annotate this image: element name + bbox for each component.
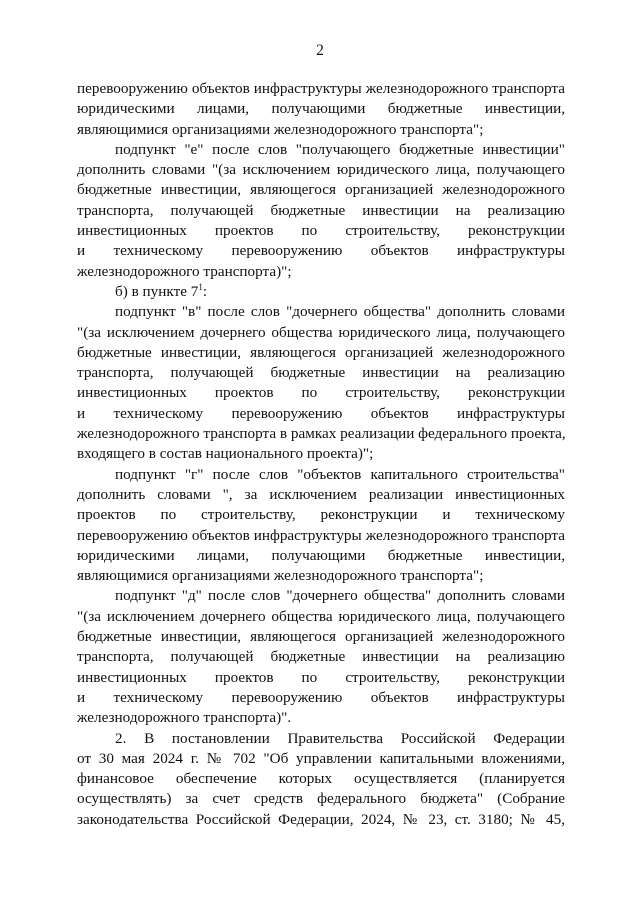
text-line-content: дополнить словами "(за исключением юридического лица, получающего [77,161,565,179]
text-line-content: транспорта, получающей бюджетные инвестиции на реализацию [77,201,565,219]
text-line [77,750,565,770]
text-line [77,80,565,100]
text-line [77,486,565,506]
text-line-content: 2. В постановлении Правительства Российской Федерации [115,729,565,747]
text-line [77,364,565,384]
text-line [77,506,565,526]
text-line [77,202,565,222]
text-line [77,100,565,120]
text-line [77,263,565,283]
text-line-content: перевооружению объектов инфраструктуры железнодорожного транспорта [77,80,565,97]
text-line [77,161,565,181]
text-line [77,141,565,161]
text-line [77,222,565,242]
text-line [77,608,565,628]
text-line-content: подпункт "е" после слов "получающего бюджетные инвестиции" [115,140,565,158]
text-line-content: входящего в состав национального проекта)"; [77,445,374,463]
text-line-content: инвестиционных проектов по строительству, реконструкции [77,222,565,240]
text-line [77,283,565,303]
text-line [77,587,565,607]
text-line-content: дополнить словами ", за исключением реализации инвестиционных [77,485,565,503]
text-line [77,405,565,425]
text-line [77,628,565,648]
text-line-content: от 30 мая 2024 г. № 702 "Об управлении капитальными вложениями, [77,749,565,767]
text-line-content: бюджетные инвестиции, являющегося организацией железнодорожного [77,343,565,361]
document-body [77,80,565,831]
text-line-content: железнодорожного транспорта в рамках реализации федерального проекта, [77,425,566,443]
text-line-content: являющимися организациями железнодорожного транспорта"; [77,567,484,585]
text-line-content: подпункт "г" после слов "объектов капитального строительства" [115,465,565,483]
text-line-content: осуществлять) за счет средств федерального бюджета" (Собрание [77,790,565,808]
text-line-content: подпункт "в" после слов "дочернего общества" дополнить словами [115,303,565,321]
text-line-content: перевооружению объектов инфраструктуры железнодорожного транспорта [77,526,565,544]
text-line [77,242,565,262]
text-line-content: железнодорожного транспорта)". [77,709,292,727]
text-line [77,303,565,323]
text-line [77,466,565,486]
text-line-content: "(за исключением дочернего общества юридического лица, получающего [77,323,565,341]
text-line [77,547,565,567]
page-number: 2 [316,42,324,59]
text-line [77,689,565,709]
superscript: 1 [198,281,203,292]
text-line-content: и техническому перевооружению объектов инфраструктуры [77,404,565,422]
text-line-content: юридическими лицами, получающими бюджетные инвестиции, [77,546,565,564]
text-line-content: являющимися организациями железнодорожного транспорта"; [77,120,484,138]
text-line [77,567,565,587]
text-line-content: транспорта, получающей бюджетные инвестиции на реализацию [77,364,565,382]
text-line-content: подпункт "д" после слов "дочернего общества" дополнить словами [115,587,565,605]
text-line-content: бюджетные инвестиции, являющегося организацией железнодорожного [77,628,565,646]
text-line [77,445,565,465]
text-line-content: юридическими лицами, получающими бюджетные инвестиции, [77,100,565,118]
text-line [77,648,565,668]
text-line-content: транспорта, получающей бюджетные инвестиции на реализацию [77,648,565,666]
text-line [77,730,565,750]
text-line [77,344,565,364]
text-line [77,709,565,729]
text-line-tail: : [202,282,208,300]
text-line [77,811,565,831]
text-line-content: б) в пункте 7 [115,282,199,300]
text-line [77,384,565,404]
text-line [77,121,565,141]
text-line-content: и техническому перевооружению объектов инфраструктуры [77,242,565,260]
text-line-content: "(за исключением дочернего общества юридического лица, получающего [77,607,565,625]
text-line [77,790,565,810]
text-line-content: финансовое обеспечение которых осуществляется (планируется [77,770,565,788]
text-line [77,425,565,445]
text-line-content: законодательства Российской Федерации, 2024, № 23, ст. 3180; № 45, [77,810,565,828]
text-line-content: железнодорожного транспорта)"; [77,262,292,280]
text-line-content: инвестиционных проектов по строительству, реконструкции [77,384,565,402]
text-line [77,324,565,344]
text-line-content: бюджетные инвестиции, являющегося организацией железнодорожного [77,181,565,199]
text-line [77,181,565,201]
text-line [77,770,565,790]
text-line-content: проектов по строительству, реконструкции и техническому [77,506,565,524]
text-line-content: инвестиционных проектов по строительству, реконструкции [77,668,565,686]
text-line-content: и техническому перевооружению объектов инфраструктуры [77,688,565,706]
text-line [77,669,565,689]
text-line [77,527,565,547]
